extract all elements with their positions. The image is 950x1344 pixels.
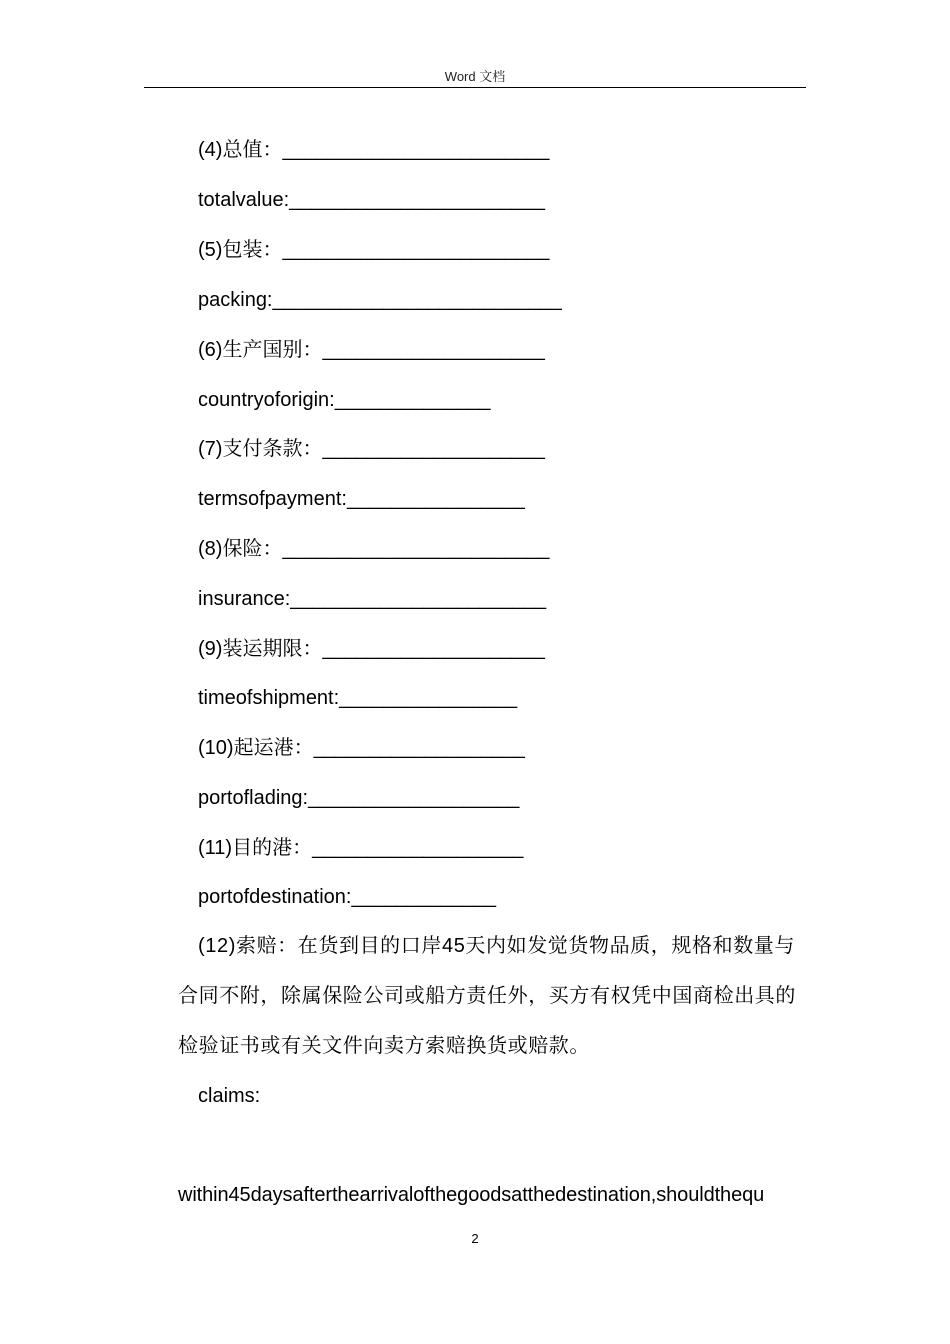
field-total-value-cn: (4)总值：________________________: [198, 139, 550, 161]
header-divider: [144, 87, 806, 88]
field-packing-en: packing:__________________________: [198, 289, 562, 311]
field-port-of-destination-en: portofdestination:_____________: [198, 886, 497, 908]
page-number: 2: [471, 1231, 479, 1246]
claims-paragraph-cn: (12)索赔：在货到目的口岸45天内如发觉货物品质，规格和数量与合同不附，除属保险公司或船方责任外，买方有权凭中国商检出具的检验证书或有关文件向卖方索赔换货或赔款。: [178, 935, 796, 1057]
field-port-of-destination-cn: (11)目的港：___________________: [198, 837, 524, 859]
field-time-of-shipment-en: timeofshipment:________________: [198, 687, 518, 709]
field-country-of-origin-cn: (6)生产国别：____________________: [198, 339, 545, 361]
field-port-of-lading-en: portoflading:___________________: [198, 787, 520, 809]
page-header-title: Word 文档: [444, 69, 506, 84]
field-packing-cn: (5)包装：________________________: [198, 239, 550, 261]
field-insurance-cn: (8)保险：________________________: [198, 538, 550, 560]
field-time-of-shipment-cn: (9)装运期限：____________________: [198, 638, 545, 660]
field-terms-of-payment-cn: (7)支付条款：____________________: [198, 438, 545, 460]
field-total-value-en: totalvalue:_______________________: [198, 189, 546, 211]
field-country-of-origin-en: countryoforigin:______________: [198, 389, 491, 411]
claims-label: claims:: [198, 1085, 261, 1107]
field-insurance-en: insurance:_______________________: [198, 588, 547, 610]
field-port-of-lading-cn: (10)起运港：___________________: [198, 737, 525, 759]
claims-paragraph-en: within45daysafterthearrivalofthegoodsatthedestination,shouldthequ: [178, 1184, 765, 1206]
field-terms-of-payment-en: termsofpayment:________________: [198, 488, 525, 510]
